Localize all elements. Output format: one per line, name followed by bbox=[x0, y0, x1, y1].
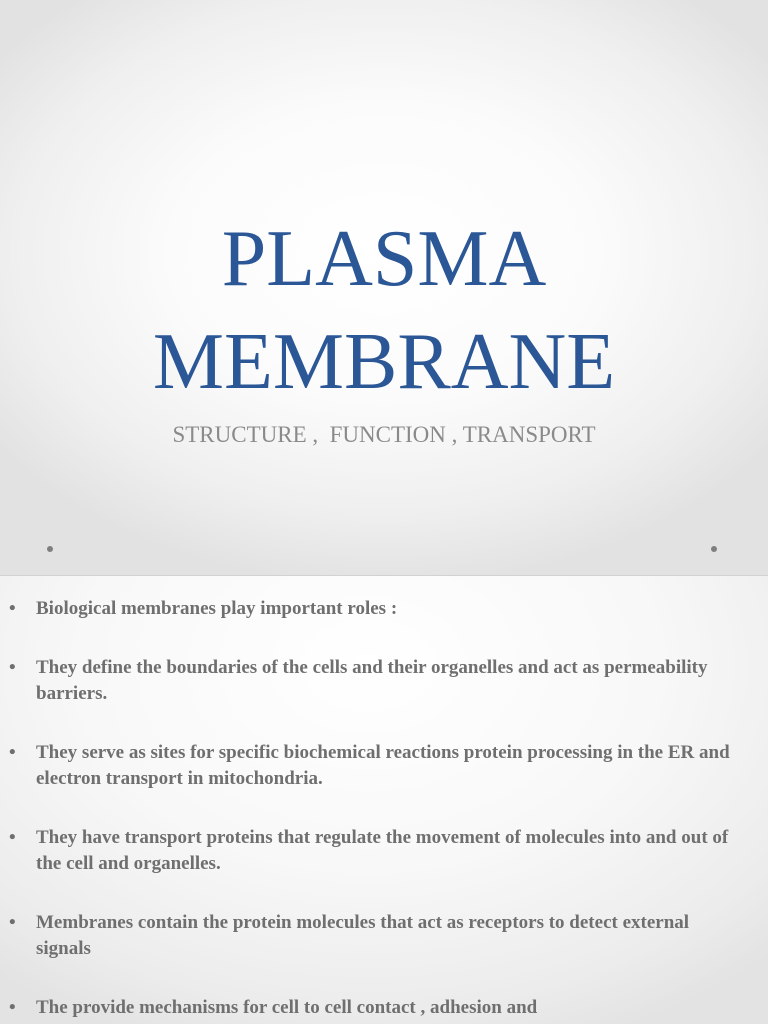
decorative-dot-right bbox=[711, 546, 717, 552]
bullet-text: Membranes contain the protein molecules that act as receptors to detect external signals bbox=[36, 912, 690, 959]
bullet-marker: • bbox=[9, 657, 16, 678]
slide-title bbox=[0, 208, 768, 414]
bullet-marker: • bbox=[9, 742, 16, 763]
bullet-text: The provide mechanisms for cell to cell contact , adhesion and bbox=[36, 997, 538, 1018]
bullet-item bbox=[0, 740, 768, 792]
bullet-text: They have transport proteins that regulate the movement of molecules into and out of the cell and organelles. bbox=[36, 827, 729, 874]
title-line-2: MEMBRANE bbox=[152, 318, 616, 406]
bullet-marker: • bbox=[9, 912, 16, 933]
bullet-item bbox=[0, 655, 768, 707]
bullet-marker: • bbox=[9, 827, 16, 848]
bullet-text: They serve as sites for specific biochemical reactions protein processing in the ER and electron transport in mitochondria. bbox=[36, 742, 730, 789]
bullet-list bbox=[0, 596, 768, 1024]
bullet-marker: • bbox=[9, 598, 16, 619]
bullet-text: They define the boundaries of the cells and their organelles and act as permeability barriers. bbox=[36, 657, 708, 704]
bullet-text: Biological membranes play important roles : bbox=[36, 598, 398, 619]
title-line-1: PLASMA bbox=[221, 215, 547, 303]
bullet-item bbox=[0, 910, 768, 962]
bullet-item bbox=[0, 995, 768, 1021]
bullet-item bbox=[0, 825, 768, 877]
slide-subtitle: STRUCTURE , FUNCTION , TRANSPORT bbox=[172, 422, 596, 447]
content-slide bbox=[0, 576, 768, 1024]
bullet-item bbox=[0, 596, 768, 622]
decorative-dot-left bbox=[47, 546, 53, 552]
bullet-marker: • bbox=[9, 997, 16, 1018]
